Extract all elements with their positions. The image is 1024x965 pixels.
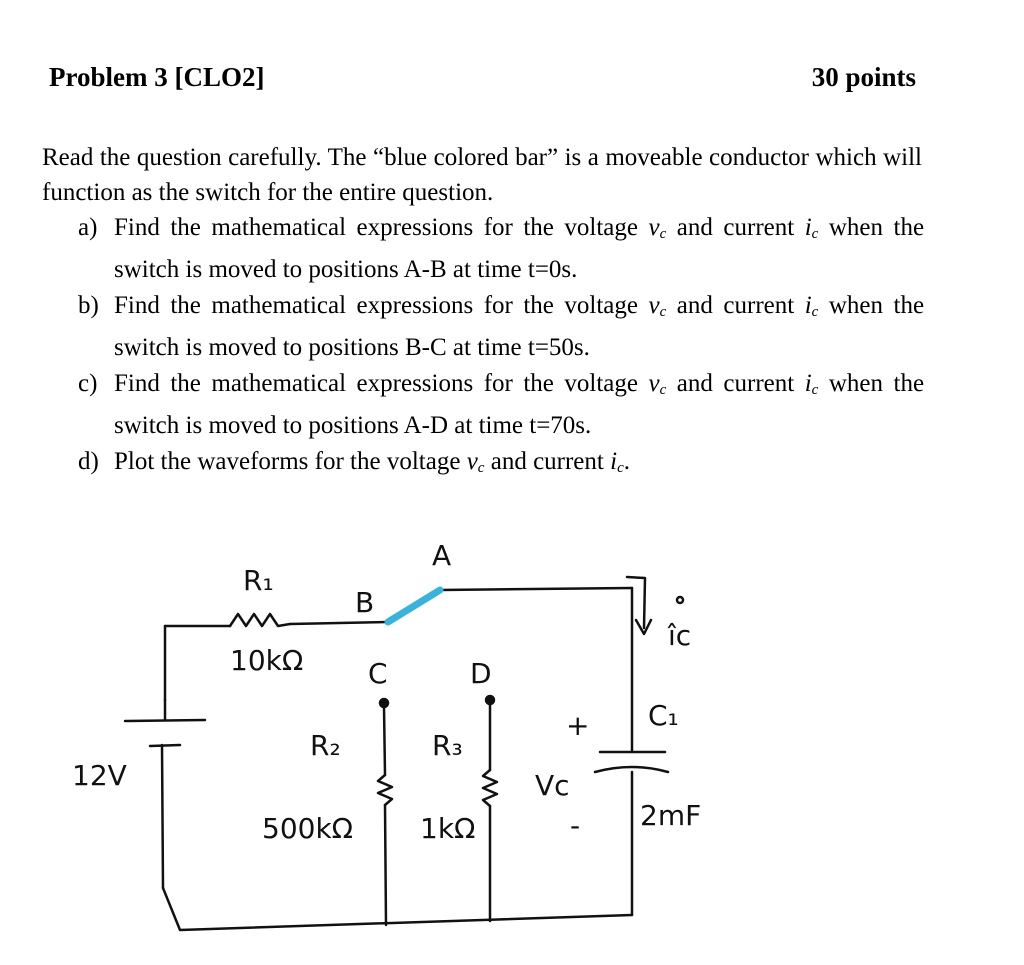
r2-resistor-symbol bbox=[378, 775, 392, 805]
points-label: 30 points bbox=[811, 62, 916, 92]
intro-paragraph bbox=[42, 140, 922, 210]
r1-resistor-symbol bbox=[230, 614, 290, 626]
r3-resistor-symbol bbox=[483, 770, 497, 806]
node-a-label: A bbox=[432, 539, 452, 572]
question-part-a bbox=[78, 210, 924, 288]
r2-name-label: R₂ bbox=[310, 729, 341, 762]
capacitor-name-label: C₁ bbox=[648, 699, 679, 732]
battery-short-plate bbox=[150, 745, 180, 746]
node-b-label: B bbox=[355, 586, 375, 619]
clo-tag: [CLO2] bbox=[174, 62, 265, 92]
capacitor-minus-label: - bbox=[570, 809, 581, 842]
question-part-c bbox=[78, 366, 924, 444]
circuit-diagram bbox=[0, 500, 1024, 965]
r3-value-label: 1kΩ bbox=[420, 812, 476, 845]
part-text: Find the mathematical expressions for the voltage $v_c$ and current $i_c$ when the switch is moved to positions A-D at time t=70s. bbox=[114, 370, 925, 439]
r1-name-label: R₁ bbox=[243, 564, 274, 597]
question-part-d bbox=[78, 444, 924, 486]
wire-r2-bottom bbox=[385, 805, 386, 925]
wire-bottom bbox=[163, 888, 632, 930]
capacitor-value-label: 2mF bbox=[640, 799, 702, 832]
r2-value-label: 500kΩ bbox=[262, 812, 354, 845]
source-voltage-label: 12V bbox=[72, 759, 127, 792]
problem-title bbox=[49, 62, 264, 93]
question-part-b bbox=[78, 288, 924, 366]
part-text: Find the mathematical expressions for the voltage $v_c$ and current $i_c$ when the switch is moved to positions B-C at time t=50s. bbox=[114, 292, 925, 361]
part-label: b) bbox=[78, 292, 99, 319]
part-label: a) bbox=[78, 214, 98, 241]
wire-left-lower bbox=[162, 745, 163, 888]
current-arrow-icon bbox=[627, 577, 651, 634]
wire-a-to-right bbox=[440, 588, 632, 590]
capacitor-plus-label: + bbox=[566, 709, 590, 742]
part-text: Plot the waveforms for the voltage $v_c$ and current $i_c$. bbox=[114, 448, 630, 476]
question-parts bbox=[78, 210, 924, 486]
part-label: d) bbox=[78, 448, 99, 475]
r1-value-label: 10kΩ bbox=[230, 644, 304, 677]
node-c-label: C bbox=[368, 657, 388, 690]
r3-name-label: R₃ bbox=[432, 729, 463, 762]
part-label: c) bbox=[78, 370, 98, 397]
wire-r1-to-b bbox=[290, 622, 388, 624]
current-label: îc bbox=[668, 619, 692, 652]
wire-r2-top bbox=[384, 707, 385, 775]
problem-number: Problem 3 bbox=[49, 62, 168, 92]
node-d-label: D bbox=[470, 657, 492, 690]
capacitor-voltage-label: Vc bbox=[535, 769, 570, 802]
intro-text: Read the question carefully. The “blue colored bar” is a moveable conductor which will function as the switch for the entire question. bbox=[42, 144, 922, 206]
switch-blue-bar bbox=[388, 590, 440, 622]
part-text: Find the mathematical expressions for the voltage $v_c$ and current $i_c$ when the switch is moved to positions A-B at time t=0s. bbox=[114, 214, 925, 283]
current-dot-icon bbox=[677, 597, 683, 603]
